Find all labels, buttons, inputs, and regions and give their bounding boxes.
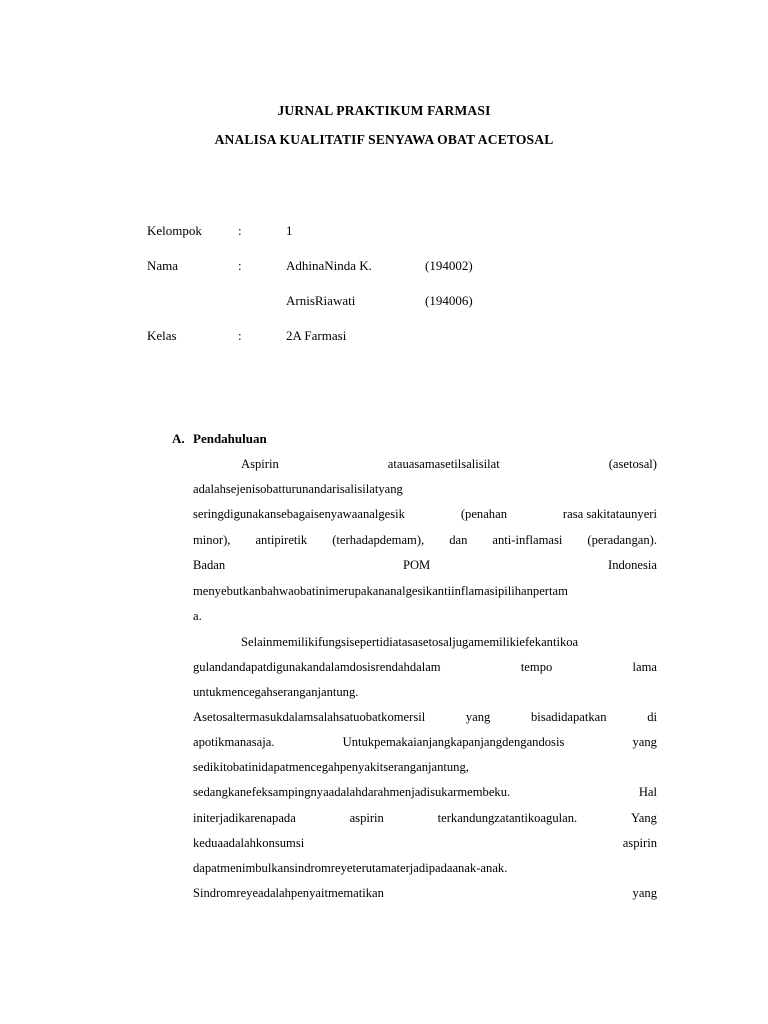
body-word: Yang (630, 811, 657, 825)
body-line (193, 481, 657, 497)
body-line (193, 810, 657, 826)
body-word: (peradangan). (587, 533, 657, 547)
body-line (193, 734, 657, 750)
kelompok-value: 1 (286, 223, 293, 238)
body-line (193, 456, 657, 472)
body-word: Asetosaltermasukdalamsalahsatuobatkomersil (193, 710, 426, 724)
nama-colon: : (238, 258, 242, 273)
body-word: di (647, 710, 657, 724)
body-line (193, 835, 657, 851)
kelompok-label: Kelompok (147, 223, 202, 238)
body-word: yang (465, 710, 491, 724)
body-word: aspirin (622, 836, 657, 850)
body-word: terkandungzatantikoagulan. (437, 811, 578, 825)
body-word: apotikmanasaja. (193, 735, 275, 749)
body-line (193, 506, 657, 522)
document-subtitle: ANALISA KUALITATIF SENYAWA OBAT ACETOSAL (214, 132, 554, 147)
body-word: aspirin (349, 811, 384, 825)
member1-id: (194002) (425, 258, 473, 273)
body-word: yang (632, 735, 657, 749)
body-word: Untukpemakaianjangkapanjangdengandosis (342, 735, 565, 749)
member2-name: ArnisRiawati (286, 293, 356, 308)
body-word: antipiretik (255, 533, 308, 547)
body-word: (terhadapdemam), (332, 533, 425, 547)
body-word: sedikitobatinidapatmencegahpenyakitseranganjantung, (193, 760, 469, 774)
body-line (193, 608, 657, 624)
document-title: JURNAL PRAKTIKUM FARMASI (277, 103, 491, 118)
body-word: (penahan (460, 507, 507, 521)
body-word: tempo (520, 660, 553, 674)
body-line (193, 885, 657, 901)
section-title: Pendahuluan (193, 431, 267, 446)
body-line (193, 860, 657, 876)
body-word: Sindromreyeadalahpenyaitmematikan (193, 886, 384, 900)
body-word: bisadidapatkan (531, 710, 607, 724)
kelas-colon: : (238, 328, 242, 343)
body-line (193, 684, 657, 700)
member2-id: (194006) (425, 293, 473, 308)
body-word: dapatmenimbulkansindromreyeterutamaterjadipadaanak-anak. (193, 861, 508, 875)
body-word: rasa sakitataunyeri (562, 507, 657, 521)
body-word: menyebutkanbahwaobatinimerupakananalgesikantiinflamasipilihanpertam (193, 584, 568, 598)
body-word: Badan (193, 558, 226, 572)
body-word: adalahsejenisobatturunandarisalisilatyang (193, 482, 403, 496)
body-word: anti-inflamasi (492, 533, 563, 547)
body-line (193, 557, 657, 573)
body-word: atauasamasetilsalisilat (387, 457, 500, 471)
body-line (193, 784, 657, 800)
kelompok-colon: : (238, 223, 242, 238)
body-word: yang (632, 886, 657, 900)
body-word: minor), (193, 533, 231, 547)
body-line (193, 583, 657, 599)
body-word: keduaadalahkonsumsi (193, 836, 305, 850)
section-heading (172, 431, 267, 447)
body-word: untukmencegahseranganjantung. (193, 685, 359, 699)
body-line (193, 532, 657, 548)
body-word: gulandandapatdigunakandalamdosisrendahdalam (193, 660, 441, 674)
kelas-label: Kelas (147, 328, 177, 343)
body-line (193, 709, 657, 725)
kelas-value: 2A Farmasi (286, 328, 347, 343)
body-line (193, 759, 657, 775)
body-line (193, 659, 657, 675)
body-word: Selainmemilikifungsisepertidiatasasetosaljugamemilikiefekantikoa (241, 635, 579, 649)
body-word: POM (402, 558, 431, 572)
body-word: sedangkanefeksampingnyaadalahdarahmenjadisukarmembeku. (193, 785, 511, 799)
body-word: Hal (638, 785, 657, 799)
body-word: lama (632, 660, 657, 674)
member1-name: AdhinaNinda K. (286, 258, 372, 273)
section-letter: A. (172, 431, 185, 446)
body-word: a. (193, 609, 202, 623)
body-word: dan (449, 533, 468, 547)
body-word: initerjadikarenapada (193, 811, 296, 825)
body-word: Aspirin (241, 457, 279, 471)
body-word: seringdigunakansebagaisenyawaanalgesik (193, 507, 405, 521)
body-word: Indonesia (608, 558, 657, 572)
nama-label: Nama (147, 258, 179, 273)
body-line (193, 634, 657, 650)
body-word: (asetosal) (608, 457, 657, 471)
